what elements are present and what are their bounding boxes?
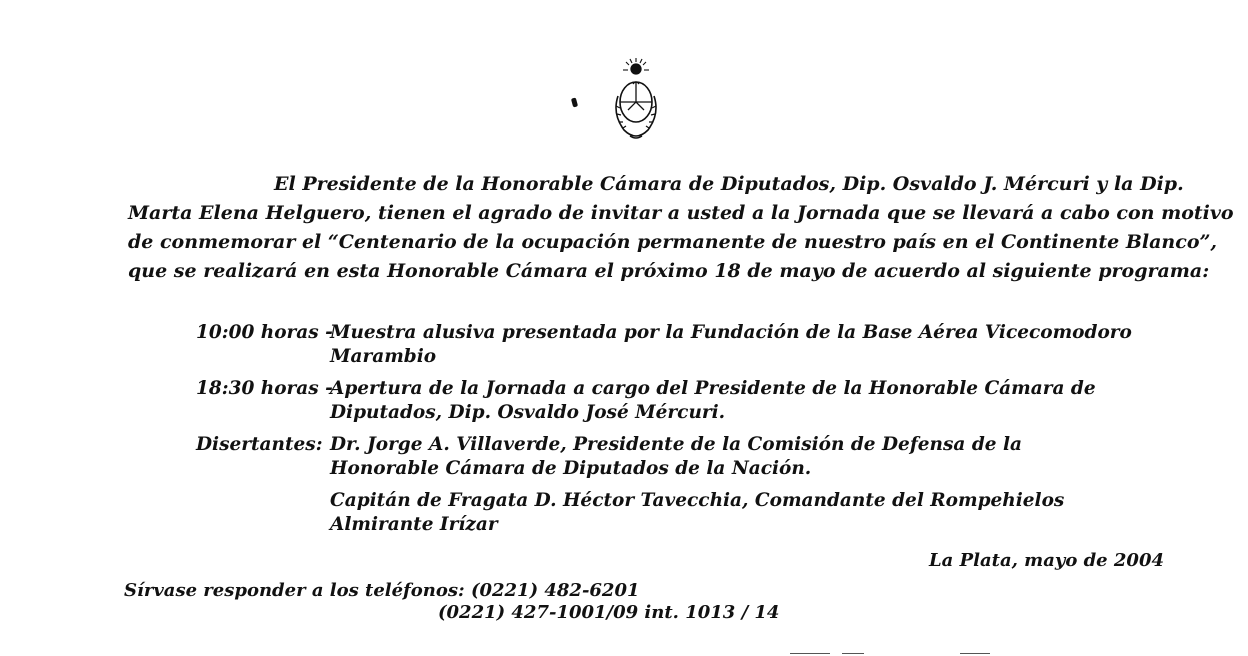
program-entry-line: Diputados, Dip. Osvaldo José Mércuri. <box>330 402 726 423</box>
place-date: La Plata, mayo de 2004 <box>929 550 1164 571</box>
rsvp-label: Sírvase responder a los teléfonos: <box>124 580 465 601</box>
scan-mark <box>960 653 990 654</box>
invitation-paragraph <box>128 170 1234 286</box>
scan-mark <box>790 653 830 654</box>
intro-line: El Presidente de la Honorable Cámara de Diputados, Dip. Osvaldo J. Mércuri y la Dip. <box>274 173 1184 195</box>
speaker-line: Capitán de Fragata D. Héctor Tavecchia, Comandante del Rompehielos <box>330 490 1065 511</box>
program-time-label: 18:30 horas - <box>196 378 333 399</box>
scan-mark <box>842 653 864 654</box>
speaker-line: Almirante Irízar <box>330 514 498 535</box>
coat-of-arms-seal <box>610 56 662 142</box>
speaker-line: Dr. Jorge A. Villaverde, Presidente de la Comisión de Defensa de la <box>330 434 1023 455</box>
rsvp-line <box>124 580 640 601</box>
program-entry-line: Marambio <box>330 346 437 367</box>
speaker-line: Honorable Cámara de Diputados de la Nación. <box>330 458 812 479</box>
intro-line: de conmemorar el “Centenario de la ocupación permanente de nuestro país en el Continente Blanco”, <box>128 231 1218 253</box>
program-time-label: 10:00 horas - <box>196 322 333 343</box>
intro-line: que se realizará en esta Honorable Cámara el próximo 18 de mayo de acuerdo al siguiente programa: <box>128 260 1210 282</box>
speakers-label: Disertantes: <box>196 434 323 455</box>
program-entry-line: Apertura de la Jornada a cargo del Presidente de la Honorable Cámara de <box>330 378 1096 399</box>
rsvp-phone-1: (0221) 482-6201 <box>470 580 640 601</box>
program-entry-line: Muestra alusiva presentada por la Fundación de la Base Aérea Vicecomodoro <box>330 322 1132 343</box>
ink-speck <box>571 98 578 108</box>
rsvp-phone-2: (0221) 427-1001/09 int. 1013 / 14 <box>438 602 780 623</box>
intro-line: Marta Elena Helguero, tienen el agrado de invitar a usted a la Jornada que se llevará a cabo con motivo <box>128 202 1234 224</box>
